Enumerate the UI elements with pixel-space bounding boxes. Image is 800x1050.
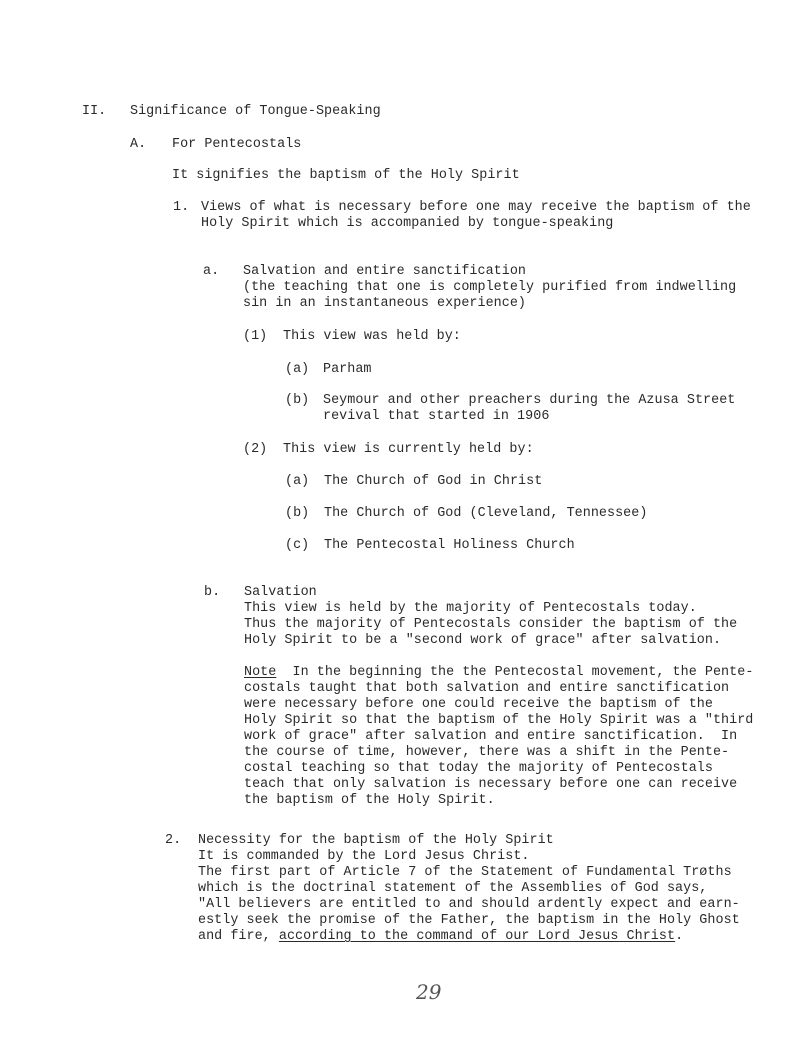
held1-item-label: (b) (285, 393, 310, 408)
point2-line: Necessity for the baptism of the Holy Spirit (198, 833, 554, 848)
held2-item: The Pentecostal Holiness Church (324, 538, 575, 553)
point2-line: It is commanded by the Lord Jesus Christ. (198, 849, 530, 864)
a-line: sin in an instantaneous experience) (243, 296, 526, 311)
held2-label: (2) (243, 442, 268, 457)
point1-label: 1. (173, 200, 190, 215)
b-line: Holy Spirit to be a "second work of grace" after salvation. (244, 633, 722, 648)
note-line: costals taught that both salvation and entire sanctification (244, 681, 730, 696)
note-line: teach that only salvation is necessary before one can receive (244, 777, 738, 792)
page-number: 29 (416, 980, 442, 1004)
held1-text: This view was held by: (283, 329, 461, 344)
held1-item: revival that started in 1906 (323, 409, 550, 424)
note-line: costal teaching so that today the majority of Pentecostals (244, 761, 713, 776)
a-label: a. (203, 264, 220, 279)
point2-line: "All believers are entitled to and should ardently expect and earn- (198, 897, 740, 912)
point2-last-line (198, 929, 683, 945)
held1-item: Parham (323, 362, 372, 377)
point1-line: Holy Spirit which is accompanied by tongue-speaking (201, 216, 614, 231)
point2-label: 2. (165, 833, 182, 848)
held1-item-label: (a) (285, 362, 310, 377)
last-prefix: and fire, (198, 929, 279, 944)
held2-item-label: (c) (285, 538, 310, 553)
held2-item: The Church of God in Christ (324, 474, 543, 489)
note-line: were necessary before one could receive the baptism of the (244, 697, 713, 712)
note-line: the course of time, however, there was a shift in the Pente- (244, 745, 730, 760)
note-line: Holy Spirit so that the baptism of the Holy Spirit was a "third (244, 713, 754, 728)
b-line: This view is held by the majority of Pentecostals today. (244, 601, 697, 616)
last-suffix: . (675, 929, 684, 944)
section-title: Significance of Tongue-Speaking (130, 104, 381, 119)
held2-text: This view is currently held by: (283, 442, 534, 457)
b-line: Thus the majority of Pentecostals consider the baptism of the (244, 617, 738, 632)
note-line: the baptism of the Holy Spirit. (244, 793, 495, 808)
note-label: Note (244, 665, 277, 680)
held2-item: The Church of God (Cleveland, Tennessee) (324, 506, 648, 521)
held1-label: (1) (243, 329, 268, 344)
subsection-intro: It signifies the baptism of the Holy Spirit (172, 168, 520, 183)
underlined-quote: according to the command of our Lord Jesus Christ (278, 929, 676, 944)
held1-item: Seymour and other preachers during the Azusa Street (323, 393, 736, 408)
point1-line: Views of what is necessary before one may receive the baptism of the (201, 200, 751, 215)
b-label: b. (204, 585, 221, 600)
section-numeral: II. (82, 104, 107, 119)
b-line: Salvation (244, 585, 317, 600)
held2-item-label: (a) (285, 474, 310, 489)
a-line: Salvation and entire sanctification (243, 264, 526, 279)
note-line: In the beginning the the Pentecostal movement, the Pente- (276, 665, 754, 680)
a-line: (the teaching that one is completely purified from indwelling (243, 280, 737, 295)
subsection-title: For Pentecostals (172, 137, 302, 152)
point2-line: The first part of Article 7 of the Statement of Fundamental Trøths (198, 865, 732, 880)
point2-line: estly seek the promise of the Father, the baptism in the Holy Ghost (198, 913, 740, 928)
held2-item-label: (b) (285, 506, 310, 521)
note-first-line (244, 665, 753, 681)
subsection-label: A. (130, 137, 147, 152)
point2-line: which is the doctrinal statement of the Assemblies of God says, (198, 881, 708, 896)
note-line: work of grace" after salvation and entire sanctification. In (244, 729, 738, 744)
